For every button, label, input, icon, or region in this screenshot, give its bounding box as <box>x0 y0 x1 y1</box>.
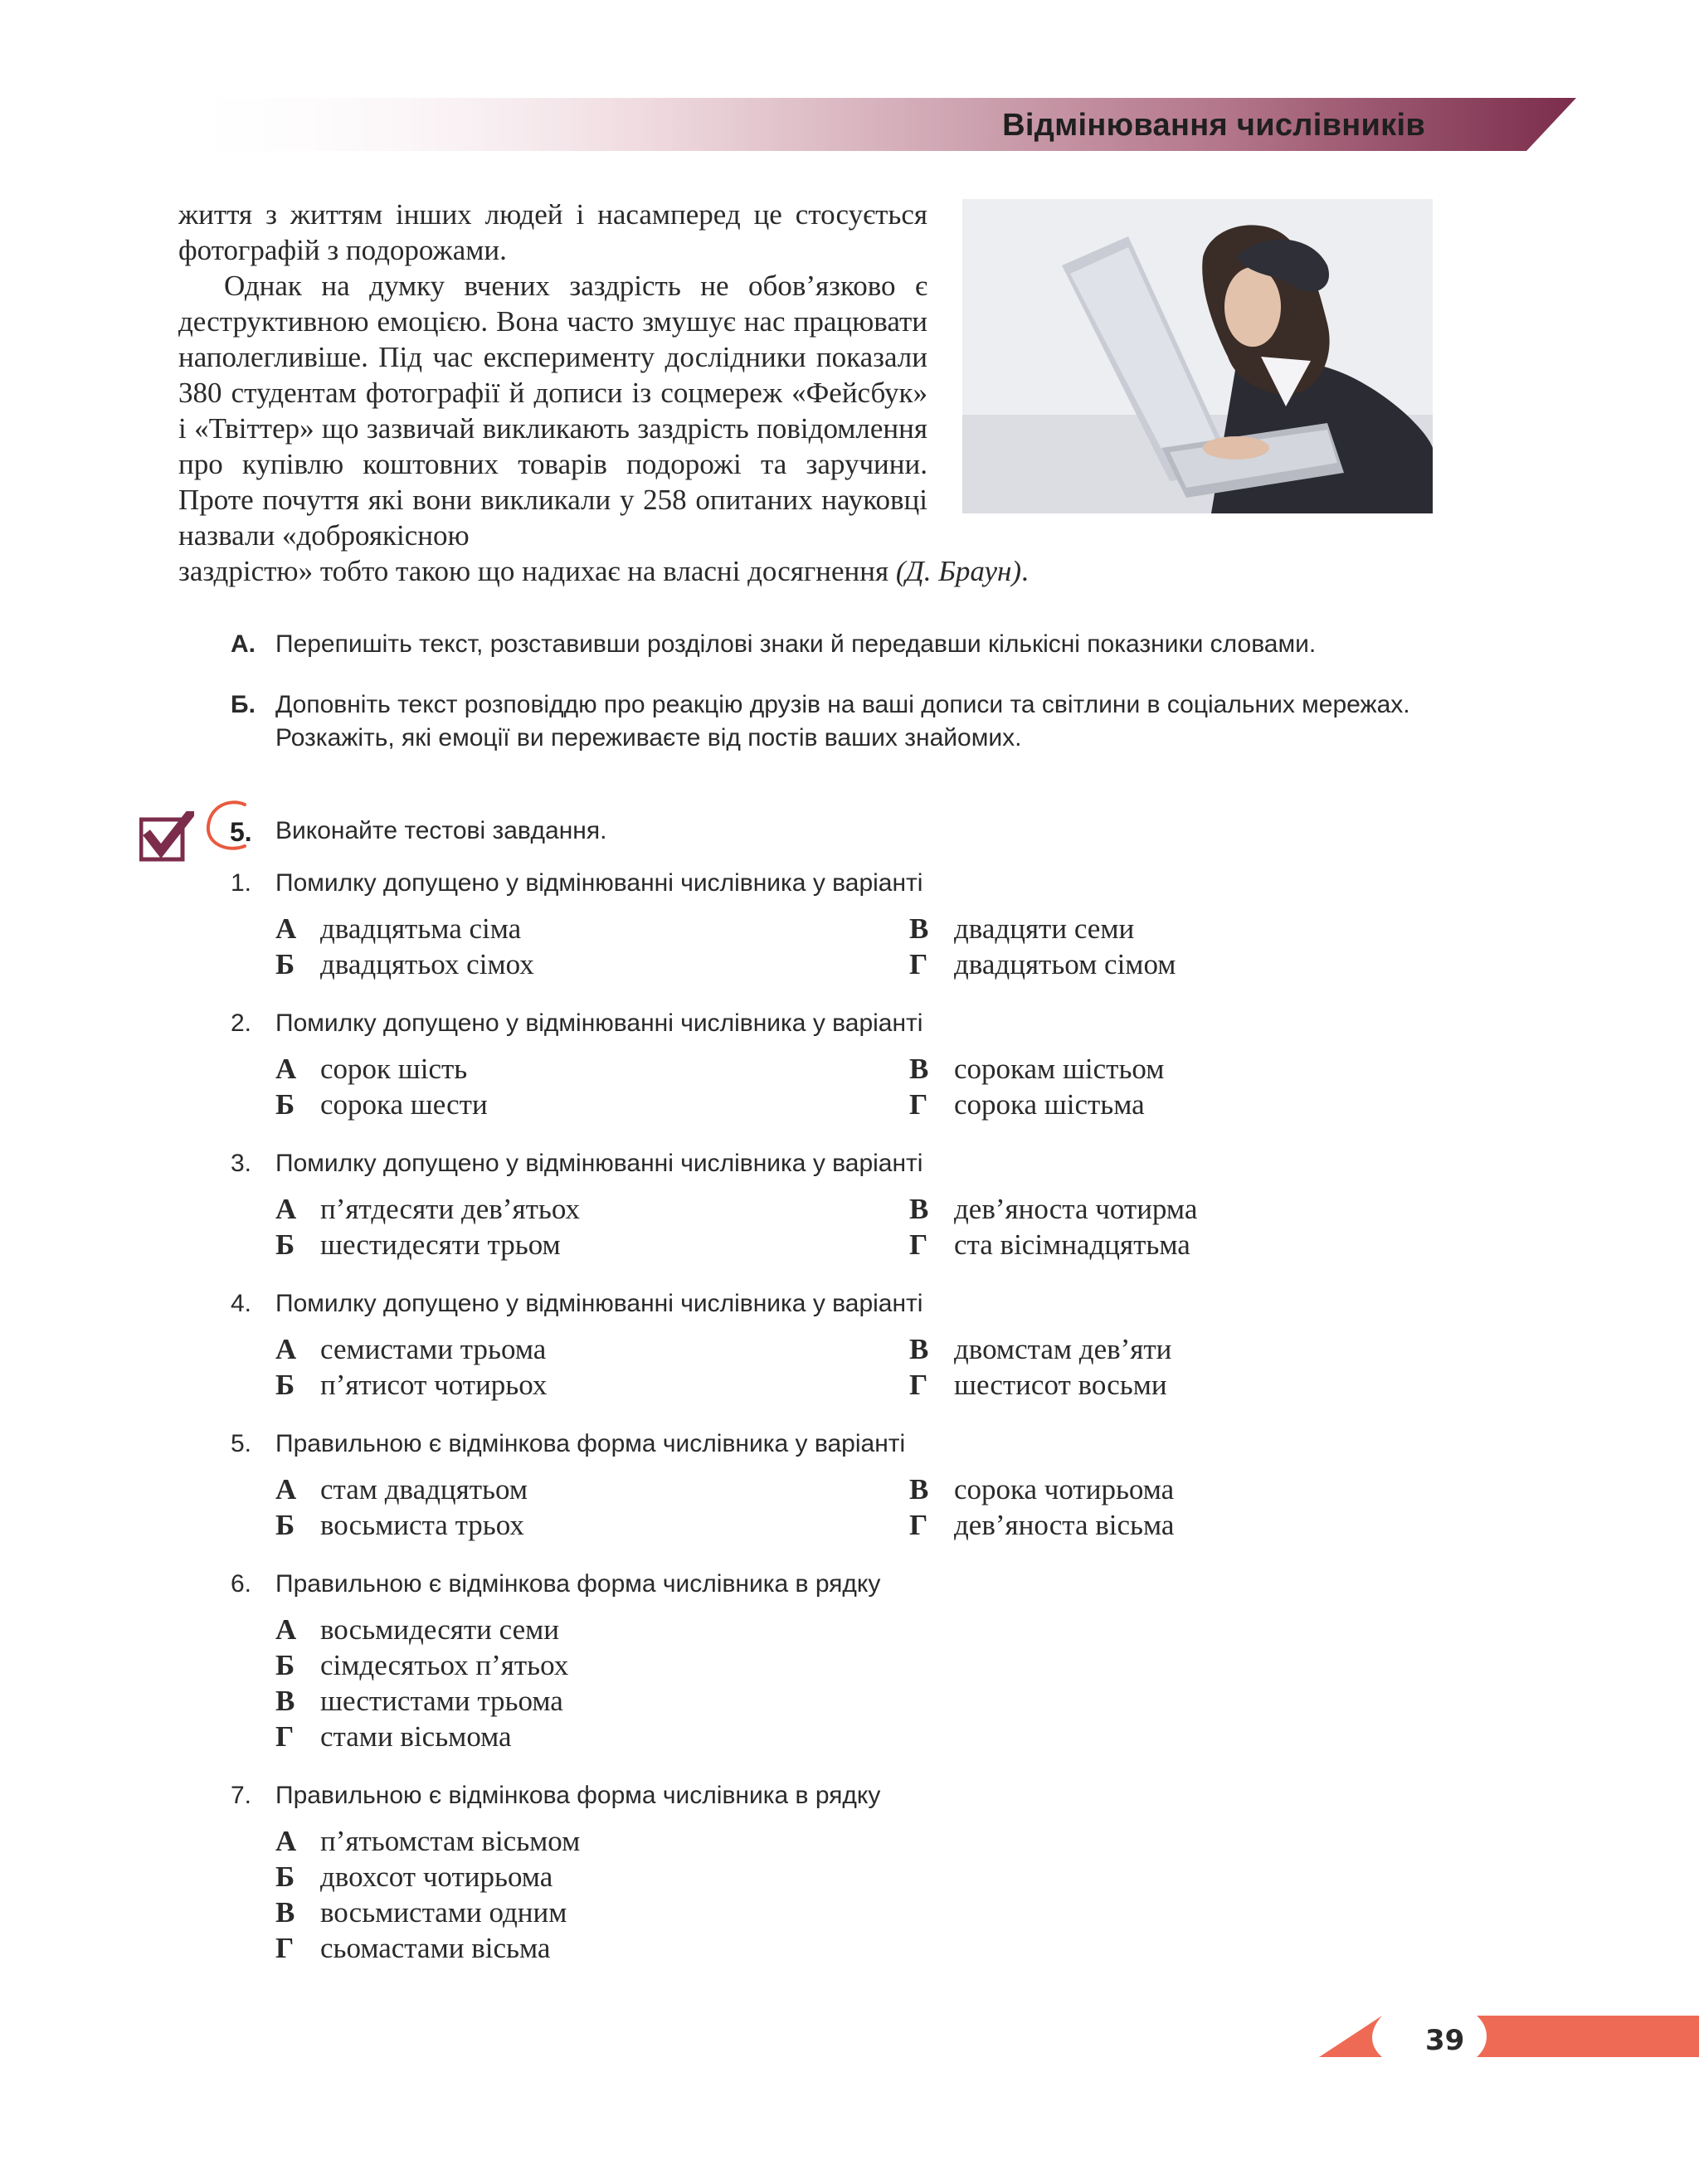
option-letter: А <box>275 1825 297 1857</box>
option-letter: Г <box>909 1228 928 1261</box>
option-letter: В <box>275 1896 295 1929</box>
question-7-text: Правильною є відмінкова форма числівника в рядку <box>275 1782 881 1809</box>
option-text: двомстам дев’яти <box>954 1333 1172 1365</box>
question-7-option-a <box>275 1825 580 1858</box>
intro-paragraph-2: Однак на думку вчених заздрість не обов’язково є деструктивною емоцією. Вона часто змушує нас працювати наполегливіше. Під час експерименту дослідники показали 380 студентам фотографії й дописи із соцмереж «Фейсбук» і «Твіттер» що зазвичай викликають заздрість повідомлення про купівлю коштовних товарів подорожі та заручини. Проте почуття які вони викликали у 258 опитаних науковці назвали «доброякісною <box>178 270 927 552</box>
option-text: сімдесятьох п’ятьох <box>320 1649 569 1681</box>
option-letter: В <box>909 912 929 945</box>
option-text: п’ятьомстам вісьмом <box>320 1825 581 1857</box>
option-text: п’ятисот чотирьох <box>320 1369 548 1401</box>
question-5-text: Правильною є відмінкова форма числівника у варіанті <box>275 1430 906 1457</box>
question-3-option-g <box>909 1228 1190 1262</box>
question-1-option-g <box>909 948 1176 981</box>
option-letter: А <box>275 1053 297 1085</box>
question-7-option-g <box>275 1932 550 1965</box>
option-text: двадцятьма сіма <box>320 912 522 945</box>
question-6-option-a <box>275 1613 559 1647</box>
option-letter: Г <box>909 1088 928 1121</box>
option-letter: Г <box>275 1720 295 1753</box>
question-3-number: 3. <box>231 1150 252 1177</box>
question-5-option-v <box>909 1473 1174 1506</box>
option-text: сорока чотирьома <box>954 1473 1175 1505</box>
task-b <box>231 688 1458 755</box>
photo-woman-laptop <box>962 199 1433 513</box>
option-letter: Б <box>275 1509 295 1541</box>
option-letter: А <box>275 1333 297 1365</box>
question-1-text: Помилку допущено у відмінюванні числівника у варіанті <box>275 869 923 897</box>
task-a-letter: А. <box>231 630 256 658</box>
option-letter: В <box>909 1053 929 1085</box>
question-7-option-b <box>275 1861 553 1894</box>
task-a <box>231 628 1458 661</box>
question-5-option-a <box>275 1473 528 1506</box>
task-b-letter: Б. <box>231 691 256 718</box>
question-7-number: 7. <box>231 1782 252 1809</box>
option-letter: А <box>275 1193 297 1225</box>
question-1-option-v <box>909 912 1134 946</box>
question-4-option-a <box>275 1333 546 1366</box>
option-letter: Г <box>909 948 928 980</box>
option-letter: В <box>275 1685 295 1717</box>
option-text: двохсот чотирьома <box>320 1861 553 1893</box>
option-text: сорока шести <box>320 1088 488 1121</box>
question-7-option-v <box>275 1896 567 1929</box>
task-a-text: Перепишіть текст, розставивши розділові знаки й передавши кількісні показники словами. <box>275 630 1317 658</box>
option-text: сьомастами вісьма <box>320 1932 551 1964</box>
question-2-option-g <box>909 1088 1145 1121</box>
question-3-option-a <box>275 1193 580 1226</box>
exercise-number: 5. <box>230 817 252 847</box>
option-text: п’ятдесяти дев’ятьох <box>320 1193 580 1225</box>
exercise-title: Виконайте тестові завдання. <box>275 817 607 844</box>
option-text: ста вісімнадцятьма <box>954 1228 1190 1261</box>
question-4-number: 4. <box>231 1290 252 1317</box>
question-1-number: 1. <box>231 869 252 897</box>
option-letter: А <box>275 1613 297 1646</box>
option-letter: Б <box>275 1088 295 1121</box>
question-3-option-b <box>275 1228 561 1262</box>
page-number-band <box>1311 2016 1699 2065</box>
option-letter: А <box>275 912 297 945</box>
option-text: дев’яноста вісьма <box>954 1509 1175 1541</box>
option-text: двадцятьох сімох <box>320 948 534 980</box>
option-letter: В <box>909 1473 929 1505</box>
question-2-option-v <box>909 1053 1164 1086</box>
question-1-option-b <box>275 948 534 981</box>
question-4-option-g <box>909 1369 1167 1402</box>
option-letter: Б <box>275 948 295 980</box>
option-text: двадцяти семи <box>954 912 1135 945</box>
checkmark-icon <box>139 811 194 863</box>
question-5-option-g <box>909 1509 1174 1542</box>
option-letter: А <box>275 1473 297 1505</box>
chapter-title: Відмінювання числівників <box>1002 108 1425 143</box>
intro-paragraph-3-end: . <box>1021 555 1029 587</box>
option-text: двадцятьом сімом <box>954 948 1176 980</box>
option-text: стам двадцятьом <box>320 1473 528 1505</box>
option-text: стами вісьмома <box>320 1720 512 1753</box>
question-2-number: 2. <box>231 1009 252 1037</box>
option-letter: Г <box>909 1369 928 1401</box>
question-6-option-g <box>275 1720 512 1754</box>
option-letter: Б <box>275 1649 295 1681</box>
option-text: семистами трьома <box>320 1333 547 1365</box>
question-4-option-v <box>909 1333 1171 1366</box>
question-6-option-v <box>275 1685 563 1718</box>
option-letter: Б <box>275 1369 295 1401</box>
option-text: восьмистами одним <box>320 1896 567 1929</box>
question-3-option-v <box>909 1193 1197 1226</box>
option-text: сорок шість <box>320 1053 468 1085</box>
option-letter: Б <box>275 1228 295 1261</box>
option-text: восьмиста трьох <box>320 1509 524 1541</box>
question-3-text: Помилку допущено у відмінюванні числівника у варіанті <box>275 1150 923 1177</box>
question-2-text: Помилку допущено у відмінюванні числівника у варіанті <box>275 1009 923 1037</box>
question-6-number: 6. <box>231 1570 252 1598</box>
intro-paragraph-3-text: заздрістю» тобто такою що надихає на власні досягнення <box>178 555 896 587</box>
option-letter: В <box>909 1193 929 1225</box>
question-6-option-b <box>275 1649 568 1682</box>
option-text: шестисот восьми <box>954 1369 1167 1401</box>
option-letter: Г <box>275 1932 295 1964</box>
question-5-option-b <box>275 1509 524 1542</box>
option-text: шестистами трьома <box>320 1685 563 1717</box>
question-4-text: Помилку допущено у відмінюванні числівника у варіанті <box>275 1290 923 1317</box>
question-6-text: Правильною є відмінкова форма числівника в рядку <box>275 1570 881 1598</box>
intro-paragraph-3 <box>178 553 1108 589</box>
option-letter: Г <box>909 1509 928 1541</box>
intro-paragraph-1: життя з життям інших людей і насамперед це стосується фотографій з подорожами. <box>178 198 927 266</box>
question-5-number: 5. <box>231 1430 252 1457</box>
option-letter: Б <box>275 1861 295 1893</box>
question-2-option-b <box>275 1088 488 1121</box>
author-citation: (Д. Браун) <box>895 555 1022 587</box>
option-text: восьмидесяти семи <box>320 1613 560 1646</box>
option-text: сорокам шістьом <box>954 1053 1165 1085</box>
option-letter: В <box>909 1333 929 1365</box>
question-2-option-a <box>275 1053 467 1086</box>
question-1-option-a <box>275 912 521 946</box>
task-b-text: Доповніть текст розповіддю про реакцію друзів на ваші дописи та світлини в соціальних мережах. Розкажіть, які емоції ви переживаєте від постів ваших знайомих. <box>275 691 1410 752</box>
option-text: шестидесяти трьом <box>320 1228 561 1261</box>
page-number: 39 <box>1425 2024 1465 2057</box>
question-4-option-b <box>275 1369 547 1402</box>
option-text: сорока шістьма <box>954 1088 1145 1121</box>
option-text: дев’яноста чотирма <box>954 1193 1198 1225</box>
